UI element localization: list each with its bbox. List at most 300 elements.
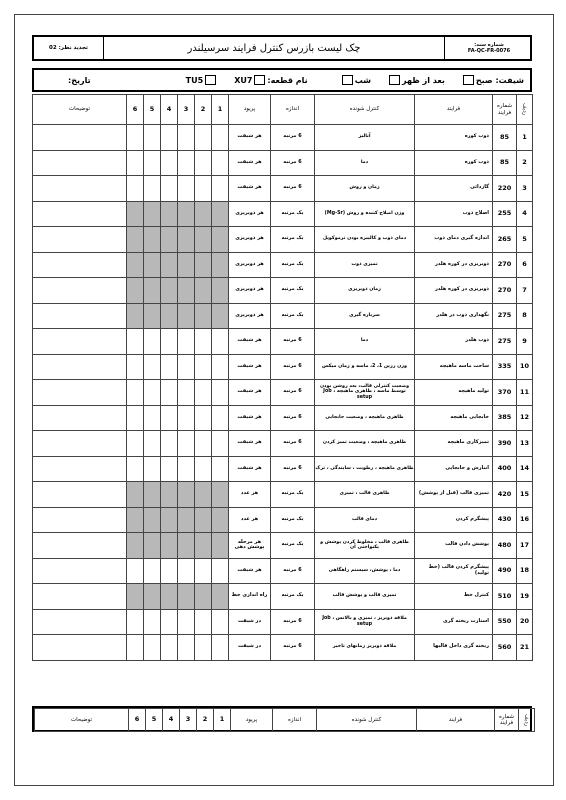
process-name: پوشش دادن قالب [415, 533, 493, 559]
table-row [33, 456, 533, 482]
amount-cell: 6 مرتبه [271, 354, 315, 380]
check-cell-4[interactable] [161, 176, 178, 202]
controlled-item: ظاهری قالب ، تمیزی [315, 482, 415, 508]
check-cell-3[interactable] [178, 380, 195, 406]
process-code: 490 [493, 558, 517, 584]
process-name: استارت ریخته گری [415, 609, 493, 635]
table-row [33, 303, 533, 329]
check-cell-5[interactable] [144, 380, 161, 406]
row-number: 17 [517, 533, 533, 559]
check-cell-5[interactable] [144, 303, 161, 329]
row-number: 14 [517, 456, 533, 482]
check-cell-6[interactable] [127, 456, 144, 482]
process-name: انبارش و جابجایی [415, 456, 493, 482]
process-code: 255 [493, 201, 517, 227]
notes-cell[interactable] [33, 431, 127, 457]
amount-cell: یک مرتبه [271, 201, 315, 227]
footer-col-controlled: کنترل شونده [317, 709, 417, 732]
check-cell-6[interactable] [127, 584, 144, 610]
shift-night-checkbox[interactable] [342, 75, 353, 85]
notes-cell[interactable] [33, 150, 127, 176]
controlled-item: دمای ذوب و کالیبره بودن ترموکوپل [315, 227, 415, 253]
check-cell-4[interactable] [161, 609, 178, 635]
notes-cell[interactable] [33, 380, 127, 406]
notes-cell[interactable] [33, 507, 127, 533]
controlled-item: دما [315, 150, 415, 176]
check-cell-1[interactable] [212, 303, 229, 329]
table-row [33, 125, 533, 151]
notes-cell[interactable] [33, 329, 127, 355]
row-number: 19 [517, 584, 533, 610]
amount-cell: 6 مرتبه [271, 380, 315, 406]
period-cell: هر ذوبریزی [229, 227, 271, 253]
check-cell-3[interactable] [178, 533, 195, 559]
notes-cell[interactable] [33, 201, 127, 227]
process-name: نگهداری ذوب در هلدر [415, 303, 493, 329]
process-name: ذوبریزی در کوره هلدر [415, 252, 493, 278]
check-cell-4[interactable] [161, 456, 178, 482]
check-cell-5[interactable] [144, 533, 161, 559]
check-cell-1[interactable] [212, 482, 229, 508]
check-cell-6[interactable] [127, 227, 144, 253]
table-header-row [33, 95, 533, 125]
check-cell-1[interactable] [212, 201, 229, 227]
check-cell-2[interactable] [195, 558, 212, 584]
check-cell-6[interactable] [127, 507, 144, 533]
part-tu5-checkbox[interactable] [205, 75, 216, 85]
controlled-item: ظاهری قالب ، مخلوط کردن پوشش و یکنواختی آن [315, 533, 415, 559]
row-number: 1 [517, 125, 533, 151]
col-period: پریود [229, 95, 271, 125]
period-cell: در شیفت [229, 635, 271, 661]
check-cell-6[interactable] [127, 252, 144, 278]
check-cell-3[interactable] [178, 558, 195, 584]
check-cell-6[interactable] [127, 176, 144, 202]
check-cell-3[interactable] [178, 150, 195, 176]
check-cell-5[interactable] [144, 635, 161, 661]
process-name: پیشگرم کردن [415, 507, 493, 533]
check-cell-5[interactable] [144, 150, 161, 176]
check-cell-4[interactable] [161, 431, 178, 457]
controlled-item: ظاهری ماهیچه ، وضعیت جابجایی [315, 405, 415, 431]
footer-col-period: پریود [231, 709, 273, 732]
check-cell-6[interactable] [127, 533, 144, 559]
check-cell-1[interactable] [212, 380, 229, 406]
check-cell-3[interactable] [178, 584, 195, 610]
process-code: 275 [493, 303, 517, 329]
shift-afternoon-label: بعد از ظهر [402, 75, 445, 85]
shift-morning-checkbox[interactable] [463, 75, 474, 85]
process-code: 400 [493, 456, 517, 482]
amount-cell: 6 مرتبه [271, 176, 315, 202]
check-cell-2[interactable] [195, 176, 212, 202]
table-row [33, 176, 533, 202]
check-cell-1[interactable] [212, 533, 229, 559]
row-number: 5 [517, 227, 533, 253]
check-cell-6[interactable] [127, 150, 144, 176]
period-cell: هر عدد [229, 482, 271, 508]
form-header [32, 35, 532, 61]
shift-afternoon-checkbox[interactable] [389, 75, 400, 85]
amount-cell: 6 مرتبه [271, 635, 315, 661]
table-row [33, 533, 533, 559]
controlled-item: دمای قالب [315, 507, 415, 533]
shift-night-label: شب [354, 75, 372, 85]
amount-cell: 6 مرتبه [271, 329, 315, 355]
footer-col-c4: 4 [163, 709, 180, 732]
row-number: 7 [517, 278, 533, 304]
date-label: تاریخ: [68, 75, 91, 85]
footer-col-notes: توضیحات [35, 709, 129, 732]
check-cell-4[interactable] [161, 558, 178, 584]
row-number: 13 [517, 431, 533, 457]
period-cell: هر شیفت [229, 405, 271, 431]
check-cell-2[interactable] [195, 533, 212, 559]
check-cell-3[interactable] [178, 354, 195, 380]
row-number: 16 [517, 507, 533, 533]
row-number: 12 [517, 405, 533, 431]
check-cell-5[interactable] [144, 329, 161, 355]
process-code: 390 [493, 431, 517, 457]
check-cell-6[interactable] [127, 329, 144, 355]
check-cell-4[interactable] [161, 533, 178, 559]
check-cell-1[interactable] [212, 431, 229, 457]
row-number: 6 [517, 252, 533, 278]
check-cell-2[interactable] [195, 431, 212, 457]
check-cell-2[interactable] [195, 405, 212, 431]
controlled-item: ظاهری ماهیچه ، وضعیت تمیز کردن [315, 431, 415, 457]
check-cell-3[interactable] [178, 227, 195, 253]
check-cell-3[interactable] [178, 125, 195, 151]
table-row [33, 150, 533, 176]
process-code: 265 [493, 227, 517, 253]
notes-cell[interactable] [33, 176, 127, 202]
process-name: تولید ماهیچه [415, 380, 493, 406]
period-cell: هر ذوبریزی [229, 201, 271, 227]
process-name: کنترل خط [415, 584, 493, 610]
footer-col-process: فرایند [417, 709, 495, 732]
check-cell-6[interactable] [127, 558, 144, 584]
check-cell-5[interactable] [144, 354, 161, 380]
process-name: ریخته گری داخل قالبها [415, 635, 493, 661]
period-cell: هر ذوبریزی [229, 303, 271, 329]
check-cell-1[interactable] [212, 329, 229, 355]
table-row [33, 252, 533, 278]
check-cell-6[interactable] [127, 278, 144, 304]
process-code: 85 [493, 125, 517, 151]
check-cell-1[interactable] [212, 405, 229, 431]
check-cell-4[interactable] [161, 227, 178, 253]
check-cell-1[interactable] [212, 609, 229, 635]
check-cell-3[interactable] [178, 456, 195, 482]
row-number: 15 [517, 482, 533, 508]
check-cell-3[interactable] [178, 176, 195, 202]
notes-cell[interactable] [33, 125, 127, 151]
check-cell-5[interactable] [144, 482, 161, 508]
process-name: گازدائی [415, 176, 493, 202]
check-cell-1[interactable] [212, 176, 229, 202]
period-cell: هر شیفت [229, 150, 271, 176]
footer-col-c3: 3 [180, 709, 197, 732]
notes-cell[interactable] [33, 609, 127, 635]
notes-cell[interactable] [33, 278, 127, 304]
check-cell-5[interactable] [144, 584, 161, 610]
table-row [33, 482, 533, 508]
footer-col-c6: 6 [129, 709, 146, 732]
process-name: پیشگرم کردن قالب (خط تولید) [415, 558, 493, 584]
check-cell-1[interactable] [212, 278, 229, 304]
check-cell-4[interactable] [161, 507, 178, 533]
controlled-item: تمیزی قالب و پوشش قالب [315, 584, 415, 610]
amount-cell: یک مرتبه [271, 507, 315, 533]
check-cell-1[interactable] [212, 227, 229, 253]
part-xu7-label: XU7 [234, 75, 253, 85]
check-cell-5[interactable] [144, 507, 161, 533]
controlled-item: ملاقه ذوبریز زمانهای تاخیر [315, 635, 415, 661]
revision-number: تجدید نظر: 02 [34, 37, 104, 59]
document-number: FA-QC-FR-0076 [467, 48, 511, 54]
notes-cell[interactable] [33, 533, 127, 559]
check-cell-2[interactable] [195, 609, 212, 635]
check-cell-5[interactable] [144, 176, 161, 202]
check-cell-2[interactable] [195, 303, 212, 329]
table-row [33, 278, 533, 304]
check-cell-3[interactable] [178, 201, 195, 227]
check-cell-2[interactable] [195, 150, 212, 176]
check-cell-6[interactable] [127, 405, 144, 431]
process-code: 430 [493, 507, 517, 533]
check-cell-1[interactable] [212, 507, 229, 533]
check-cell-2[interactable] [195, 252, 212, 278]
notes-cell[interactable] [33, 558, 127, 584]
check-cell-6[interactable] [127, 125, 144, 151]
check-cell-2[interactable] [195, 329, 212, 355]
col-c2: 2 [195, 95, 212, 125]
part-name-label: نام قطعه: [267, 75, 308, 85]
controlled-item: دما ، پوشش، سیستم راهگاهی [315, 558, 415, 584]
amount-cell: 6 مرتبه [271, 405, 315, 431]
check-cell-2[interactable] [195, 227, 212, 253]
check-cell-1[interactable] [212, 150, 229, 176]
process-code: 220 [493, 176, 517, 202]
col-c1: 1 [212, 95, 229, 125]
process-name: ساخت ماسه ماهیچه [415, 354, 493, 380]
amount-cell: 6 مرتبه [271, 609, 315, 635]
check-cell-5[interactable] [144, 456, 161, 482]
footer-col-c1: 1 [214, 709, 231, 732]
footer-col-amount: اندازه [273, 709, 317, 732]
notes-cell[interactable] [33, 227, 127, 253]
table-row [33, 584, 533, 610]
table-row [33, 354, 533, 380]
shift-part-date-line [32, 68, 532, 92]
check-cell-4[interactable] [161, 252, 178, 278]
check-cell-3[interactable] [178, 252, 195, 278]
col-notes: توضیحات [33, 95, 127, 125]
check-cell-2[interactable] [195, 456, 212, 482]
table-row [33, 405, 533, 431]
period-cell: هر شیفت [229, 431, 271, 457]
check-cell-2[interactable] [195, 584, 212, 610]
col-c6: 6 [127, 95, 144, 125]
check-cell-5[interactable] [144, 227, 161, 253]
notes-cell[interactable] [33, 584, 127, 610]
check-cell-4[interactable] [161, 201, 178, 227]
form-title: چک لیست بازرس کنترل فرایند سرسیلندر [187, 42, 361, 54]
check-cell-4[interactable] [161, 354, 178, 380]
process-code: 510 [493, 584, 517, 610]
notes-cell[interactable] [33, 482, 127, 508]
check-cell-3[interactable] [178, 482, 195, 508]
check-cell-1[interactable] [212, 125, 229, 151]
row-number: 18 [517, 558, 533, 584]
check-cell-3[interactable] [178, 405, 195, 431]
period-cell: هر ذوبریزی [229, 252, 271, 278]
col-process: فرایند [415, 95, 493, 125]
period-cell: هر عدد [229, 507, 271, 533]
check-cell-5[interactable] [144, 431, 161, 457]
check-cell-5[interactable] [144, 558, 161, 584]
process-code: 370 [493, 380, 517, 406]
period-cell: هر شیفت [229, 329, 271, 355]
footer-header [32, 706, 532, 732]
check-cell-3[interactable] [178, 278, 195, 304]
shift-label: شیفت: صبح [475, 75, 524, 85]
check-cell-4[interactable] [161, 584, 178, 610]
process-code: 335 [493, 354, 517, 380]
period-cell: هر شیفت [229, 380, 271, 406]
process-code: 85 [493, 150, 517, 176]
row-number: 9 [517, 329, 533, 355]
notes-cell[interactable] [33, 405, 127, 431]
check-cell-3[interactable] [178, 635, 195, 661]
amount-cell: یک مرتبه [271, 584, 315, 610]
row-number: 20 [517, 609, 533, 635]
controlled-item: وزن رزین 1، 2، ماسه و زمان میکس [315, 354, 415, 380]
check-cell-1[interactable] [212, 558, 229, 584]
footer-header-table [34, 708, 535, 732]
check-cell-3[interactable] [178, 431, 195, 457]
check-cell-6[interactable] [127, 380, 144, 406]
notes-cell[interactable] [33, 303, 127, 329]
notes-cell[interactable] [33, 635, 127, 661]
check-cell-4[interactable] [161, 405, 178, 431]
table-row [33, 635, 533, 661]
process-code: 550 [493, 609, 517, 635]
amount-cell: یک مرتبه [271, 278, 315, 304]
footer-header-row [35, 709, 535, 732]
process-code: 385 [493, 405, 517, 431]
check-cell-6[interactable] [127, 354, 144, 380]
table-row [33, 227, 533, 253]
amount-cell: یک مرتبه [271, 227, 315, 253]
check-cell-1[interactable] [212, 456, 229, 482]
check-cell-3[interactable] [178, 303, 195, 329]
check-cell-3[interactable] [178, 329, 195, 355]
process-name: ذوب کوره [415, 150, 493, 176]
footer-col-process-no: شماره فرایند [495, 709, 519, 732]
process-code: 270 [493, 252, 517, 278]
check-cell-2[interactable] [195, 380, 212, 406]
process-name: تمیزکاری ماهیچه [415, 431, 493, 457]
check-cell-2[interactable] [195, 635, 212, 661]
period-cell: هر شیفت [229, 456, 271, 482]
check-cell-1[interactable] [212, 584, 229, 610]
check-cell-6[interactable] [127, 609, 144, 635]
check-cell-4[interactable] [161, 278, 178, 304]
check-cell-4[interactable] [161, 329, 178, 355]
check-cell-2[interactable] [195, 507, 212, 533]
check-cell-6[interactable] [127, 482, 144, 508]
check-cell-4[interactable] [161, 303, 178, 329]
check-cell-4[interactable] [161, 125, 178, 151]
controlled-item: وضعیت کنترلی قالب، بعد روشن بودن توسط ماسه ، ظاهری ماهیچه ، Job setup [315, 380, 415, 406]
amount-cell: یک مرتبه [271, 252, 315, 278]
check-cell-4[interactable] [161, 635, 178, 661]
table-row [33, 201, 533, 227]
check-cell-2[interactable] [195, 354, 212, 380]
check-cell-6[interactable] [127, 431, 144, 457]
row-number: 2 [517, 150, 533, 176]
period-cell: هر شیفت [229, 354, 271, 380]
check-cell-4[interactable] [161, 482, 178, 508]
check-cell-5[interactable] [144, 405, 161, 431]
amount-cell: یک مرتبه [271, 303, 315, 329]
check-cell-5[interactable] [144, 278, 161, 304]
period-cell: راه اندازی خط [229, 584, 271, 610]
col-controlled: کنترل شونده [315, 95, 415, 125]
amount-cell: 6 مرتبه [271, 125, 315, 151]
process-name: اندازه گیری دمای ذوب [415, 227, 493, 253]
check-cell-5[interactable] [144, 609, 161, 635]
col-c3: 3 [178, 95, 195, 125]
document-number-box [444, 37, 530, 59]
controlled-item: زمان و روش [315, 176, 415, 202]
notes-cell[interactable] [33, 456, 127, 482]
table-row [33, 609, 533, 635]
check-cell-1[interactable] [212, 635, 229, 661]
table-row [33, 380, 533, 406]
part-xu7-checkbox[interactable] [254, 75, 265, 85]
check-cell-2[interactable] [195, 201, 212, 227]
check-cell-6[interactable] [127, 201, 144, 227]
check-cell-3[interactable] [178, 609, 195, 635]
check-cell-3[interactable] [178, 507, 195, 533]
controlled-item: وزن اصلاح کننده و روش (Mg-Sr) [315, 201, 415, 227]
notes-cell[interactable] [33, 354, 127, 380]
controlled-item: ظاهری ماهیچه ، رطوبت ، سایندگی ، ترک [315, 456, 415, 482]
check-cell-2[interactable] [195, 482, 212, 508]
check-cell-6[interactable] [127, 635, 144, 661]
amount-cell: 6 مرتبه [271, 456, 315, 482]
check-cell-2[interactable] [195, 278, 212, 304]
controlled-item: ملاقه ذوبریز ، تمیزی و بالانس ، Job setup [315, 609, 415, 635]
check-cell-1[interactable] [212, 252, 229, 278]
check-cell-6[interactable] [127, 303, 144, 329]
amount-cell: 6 مرتبه [271, 431, 315, 457]
period-cell: هر شیفت [229, 176, 271, 202]
check-cell-4[interactable] [161, 150, 178, 176]
row-number: 8 [517, 303, 533, 329]
check-cell-1[interactable] [212, 354, 229, 380]
check-cell-4[interactable] [161, 380, 178, 406]
check-cell-5[interactable] [144, 201, 161, 227]
notes-cell[interactable] [33, 252, 127, 278]
check-cell-2[interactable] [195, 125, 212, 151]
check-cell-5[interactable] [144, 252, 161, 278]
check-cell-5[interactable] [144, 125, 161, 151]
controlled-item: سرباره گیری [315, 303, 415, 329]
